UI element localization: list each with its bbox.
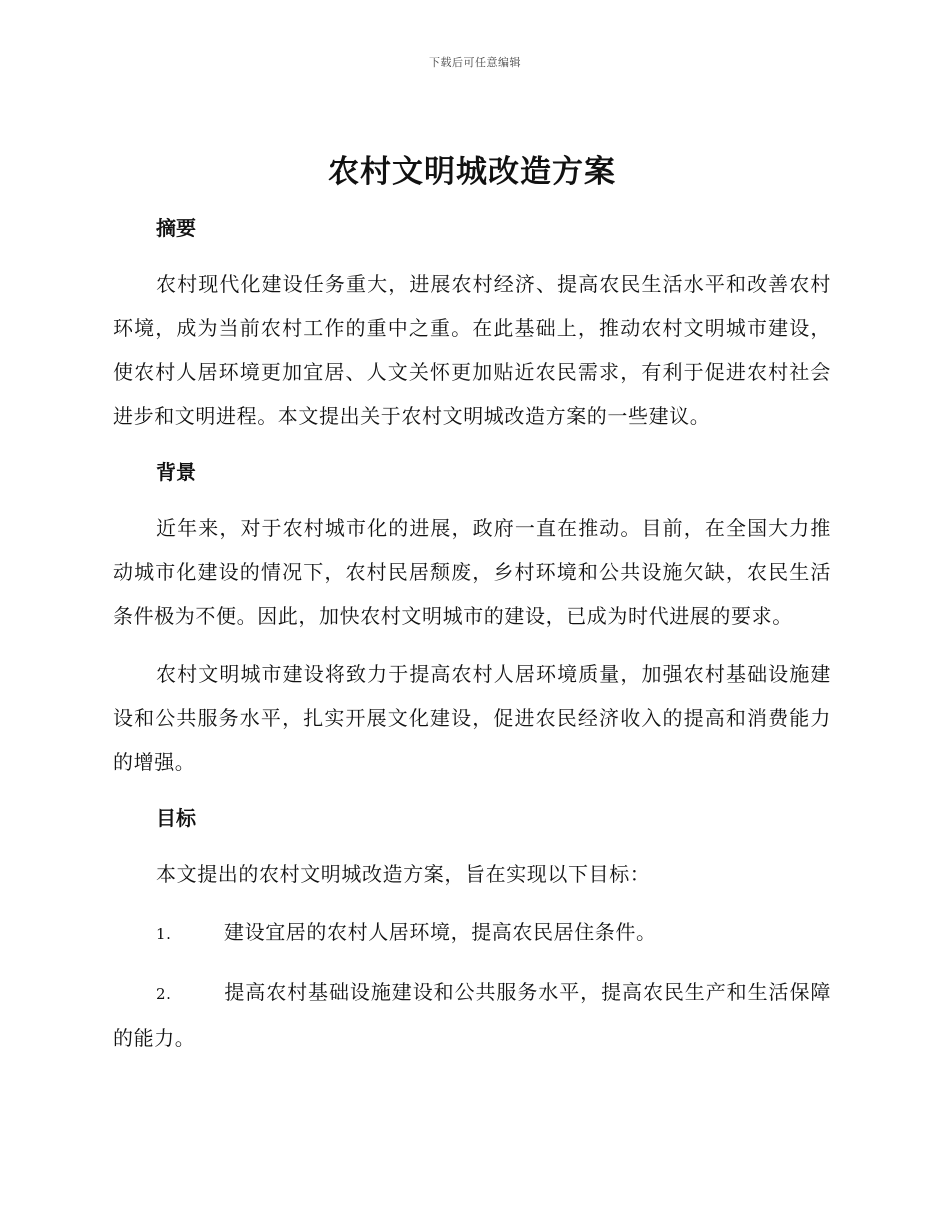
spacer [113,896,831,910]
section-heading-abstract: 摘要 [156,216,196,240]
spacer [113,492,831,506]
document-body [113,148,831,1060]
background-paragraph-1: 近年来，对于农村城市化的进展，政府一直在推动。目前，在全国大力推动城市化建设的情况下，农村民居颓废，乡村环境和公共设施欠缺，农民生活条件极为不便。因此，加快农村文明城市的建设，已成为时代进展的要求。 [113,516,831,628]
spacer [113,248,831,262]
abstract-paragraph: 农村现代化建设任务重大，进展农村经济、提高农民生活水平和改善农村环境，成为当前农村工作的重中之重。在此基础上，推动农村文明城市建设，使农村人居环境更加宜居、人文关怀更加贴近农民需求，有利于促进农村社会进步和文明进程。本文提出关于农村文明城改造方案的一些建议。 [113,272,831,428]
goal-list-number: 1. [156,925,172,943]
spacer [113,438,831,452]
goals-intro: 本文提出的农村文明城改造方案，旨在实现以下目标： [156,862,651,886]
section-heading-background: 背景 [156,460,196,484]
spacer [113,838,831,852]
goal-list-number: 2. [156,985,172,1003]
section-heading-goals: 目标 [156,806,196,830]
header-note: 下载后可任意编辑 [429,56,521,69]
goal-list-text: 提高农村基础设施建设和公共服务水平，提高农民生产和生活保障的能力。 [113,980,831,1050]
goal-list-item [113,910,831,956]
document-title: 农村文明城改造方案 [328,154,616,190]
goal-list-text: 建设宜居的农村人居环境，提高农民居住条件。 [224,920,657,944]
goal-list-item [113,970,831,1060]
spacer [113,784,831,798]
spacer [113,956,831,970]
background-paragraph-2: 农村文明城市建设将致力于提高农村人居环境质量，加强农村基础设施建设和公共服务水平，扎实开展文化建设，促进农民经济收入的提高和消费能力的增强。 [113,662,831,774]
spacer [113,638,831,652]
